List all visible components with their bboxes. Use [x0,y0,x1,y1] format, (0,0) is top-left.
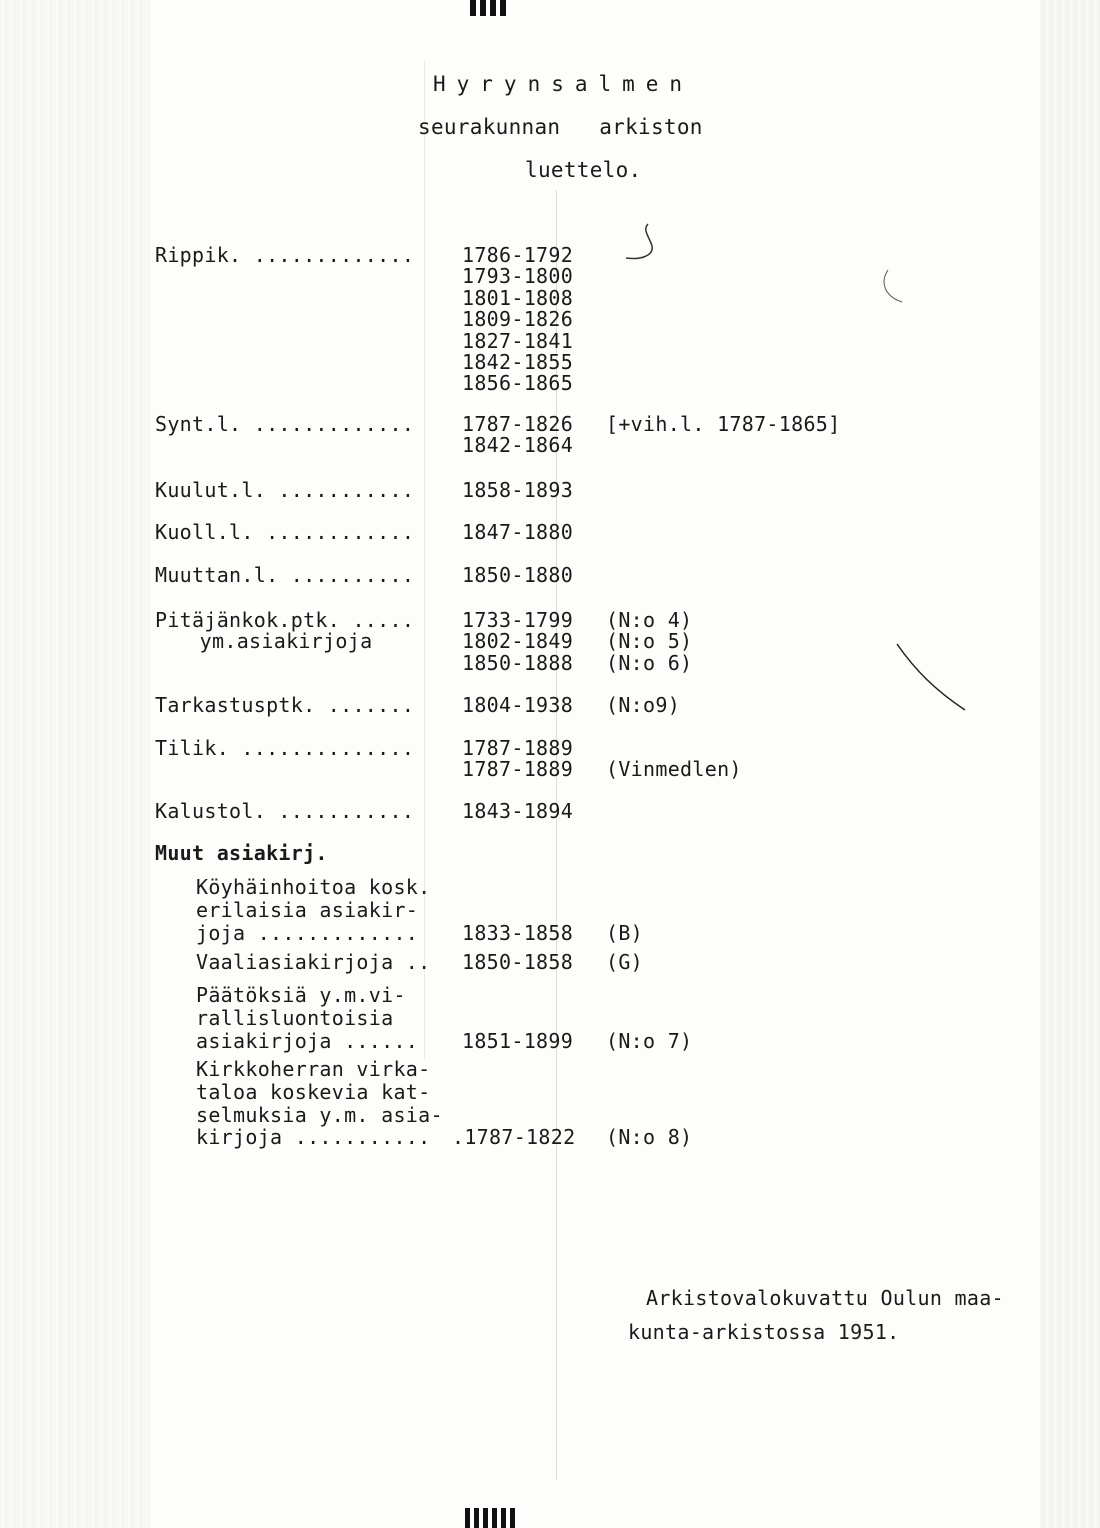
other-item-years: 1833-1858 [462,920,574,945]
entry-note: (N:o 5) [606,629,693,654]
other-item-text: Köyhäinhoitoa kosk. [196,875,431,899]
scan-edge-right [1040,0,1100,1528]
entry-years: 1786-1792 [462,243,574,267]
entry-note: (N:o9) [606,693,681,717]
other-item-text: kirjoja ........... [196,1125,431,1150]
handwritten-stroke-right [895,640,975,720]
entry-label: Kuoll.l. ............ [155,520,415,544]
footer-line-1: Arkistovalokuvattu Oulun maa- [646,1286,1004,1310]
other-item-text: joja ............. [196,920,419,945]
other-item-text: asiakirjoja ...... [196,1028,419,1053]
entry-note: (Vinmedlen) [606,757,742,782]
entry-years: 1787-1826 [462,412,574,436]
entry-label: Pitäjänkok.ptk. ..... [155,608,415,632]
entry-years: 1856-1865 [462,371,574,396]
other-item-note: (N:o 7) [606,1028,693,1053]
entry-years: 1850-1880 [462,563,574,587]
entry-label: Rippik. ............. [155,243,415,267]
entry-years: 1809-1826 [462,307,574,332]
entry-years: 1804-1938 [462,693,574,717]
handwritten-arc-right [878,268,908,308]
entry-note: (N:o 6) [606,650,693,675]
title-line-3: luettelo. [525,158,642,182]
other-item-text: Kirkkoherran virka- [196,1057,431,1081]
other-item-years: 1851-1899 [462,1028,574,1053]
entry-label: Muuttan.l. .......... [155,563,415,587]
entry-years: 1842-1855 [462,350,574,374]
entry-years: 1787-1889 [462,757,574,782]
other-item-text: Vaaliasiakirjoja .. [196,950,431,974]
title-line-2: seurakunnan arkiston [418,115,703,139]
handwritten-mark-top [620,220,660,270]
scan-edge-left [0,0,150,1528]
scan-bar-bottom [465,1508,515,1528]
entry-years: 1850-1888 [462,650,574,675]
entry-years: 1787-1889 [462,736,574,760]
entry-label: Tilik. .............. [155,736,415,760]
other-item-text: erilaisia asiakir- [196,897,419,922]
scan-bar-top [470,0,510,16]
entry-note: (N:o 4) [606,608,693,632]
entry-label: Synt.l. ............. [155,412,415,436]
entry-years: 1827-1841 [462,328,574,353]
paper-crease-2 [424,60,425,1060]
entry-note: [+vih.l. 1787-1865] [606,412,841,436]
other-item-text: taloa koskevia kat- [196,1079,431,1104]
entry-years: 1801-1808 [462,285,574,310]
other-item-years: 1850-1858 [462,950,574,974]
other-item-note: (B) [606,920,644,945]
entry-years: 1802-1849 [462,629,574,654]
entry-label: Kalustol. ........... [155,799,415,823]
entry-years: 1793-1800 [462,264,574,289]
other-item-text: rallisluontoisia [196,1005,394,1030]
entry-label: Kuulut.l. ........... [155,478,415,502]
entry-years: 1843-1894 [462,799,574,823]
title-line-1: Hyrynsalmen [433,72,694,96]
entry-years: 1847-1880 [462,520,574,544]
other-documents-heading: Muut asiakirj. [155,841,328,865]
other-item-note: (N:o 8) [606,1125,693,1150]
other-item-years: .1787-1822 [452,1125,576,1150]
entry-label: Tarkastusptk. ....... [155,693,415,717]
other-item-text: selmuksia y.m. asia- [196,1102,443,1127]
other-item-note: (G) [606,950,644,974]
footer-line-2: kunta-arkistossa 1951. [628,1320,900,1344]
entry-years: 1858-1893 [462,478,574,502]
entry-label-continued: ym.asiakirjoja [175,629,373,654]
entry-years: 1842-1864 [462,433,574,458]
entry-years: 1733-1799 [462,608,574,632]
other-item-text: Päätöksiä y.m.vi- [196,983,406,1007]
